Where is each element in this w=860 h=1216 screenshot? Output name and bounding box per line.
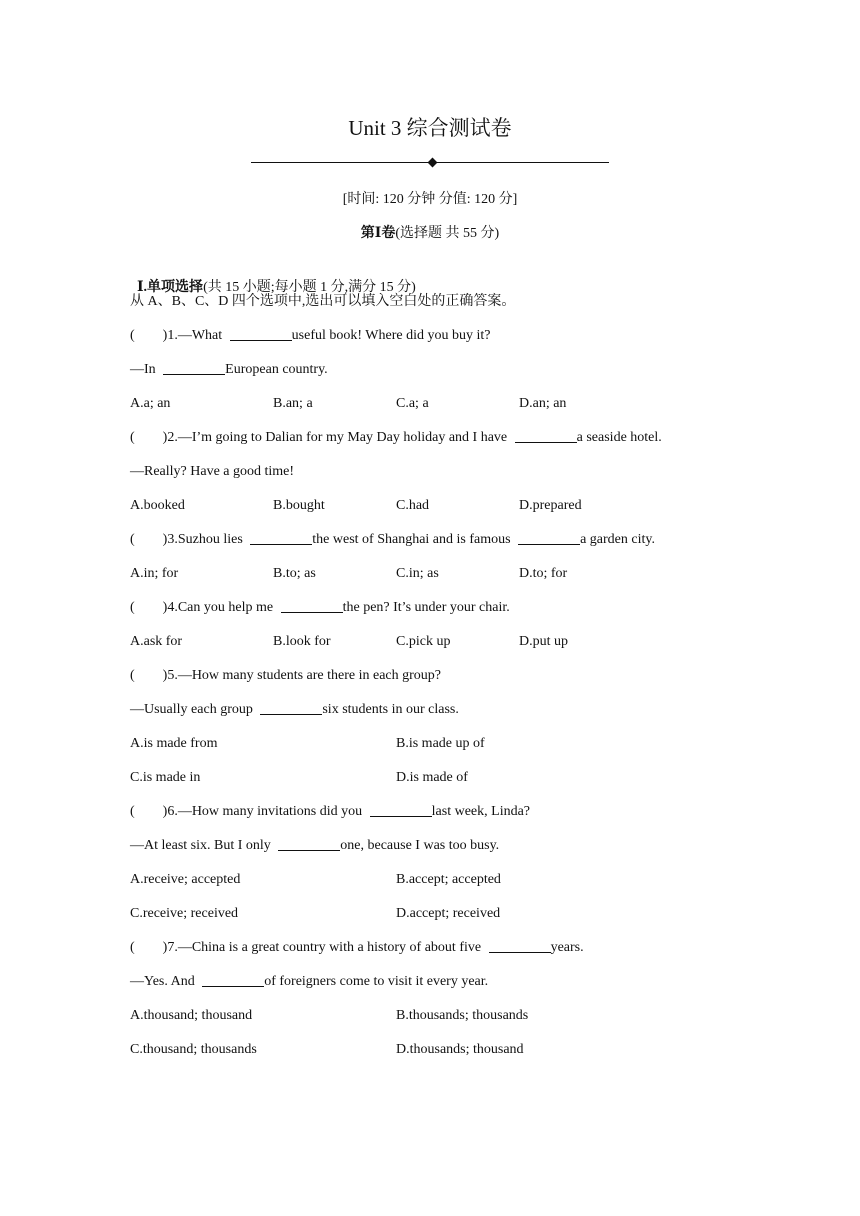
option-a: A.receive; accepted	[130, 872, 241, 887]
answer-blank	[163, 360, 225, 375]
option-c: C.had	[396, 498, 430, 513]
section-instruction: 从 A、B、C、D 四个选项中,选出可以填入空白处的正确答案。	[130, 294, 516, 309]
option-b: B.bought	[273, 498, 325, 513]
option-b: B.look for	[273, 634, 331, 649]
question-1-stem	[130, 326, 490, 346]
question-5-stem: ( )5.—How many students are there in each group?	[130, 668, 442, 683]
question-text: one, because I was too busy.	[340, 838, 500, 853]
question-text: ( )7.—China is a great country with a history of about five	[130, 940, 485, 955]
option-b: B.is made up of	[396, 736, 485, 751]
answer-blank	[515, 428, 577, 443]
option-b: B.to; as	[273, 566, 316, 581]
answer-blank	[202, 972, 264, 987]
part-label: 第Ⅰ卷	[360, 226, 396, 241]
answer-blank	[281, 598, 343, 613]
option-d: D.is made of	[396, 770, 468, 785]
option-a: A.ask for	[130, 634, 183, 649]
option-a: A.thousand; thousand	[130, 1008, 253, 1023]
answer-blank	[260, 700, 322, 715]
question-text: of foreigners come to visit it every year.	[264, 974, 489, 989]
option-c: C.is made in	[130, 770, 201, 785]
question-text: ( )4.Can you help me	[130, 600, 277, 615]
option-d: D.thousands; thousand	[396, 1042, 524, 1057]
question-text: the pen? It’s under your chair.	[342, 600, 510, 615]
option-a: A.in; for	[130, 566, 179, 581]
question-text: a garden city.	[580, 532, 655, 547]
option-c: C.a; a	[396, 396, 429, 411]
question-2-dialog: —Really? Have a good time!	[130, 464, 295, 479]
answer-blank	[370, 802, 432, 817]
option-c: C.thousand; thousands	[130, 1042, 257, 1057]
question-text: —Usually each group	[130, 702, 257, 717]
option-d: D.accept; received	[396, 906, 501, 921]
question-text: —At least six. But I only	[130, 838, 275, 853]
option-a: A.is made from	[130, 736, 218, 751]
question-text: ( )2.—I’m going to Dalian for my May Day holiday and I have	[130, 430, 511, 445]
answer-blank	[489, 938, 551, 953]
question-text: European country.	[225, 362, 328, 377]
question-1-dialog	[130, 360, 328, 380]
question-4-stem	[130, 598, 510, 618]
section-heading-bold: Ⅰ.单项选择	[137, 280, 204, 295]
document-title: Unit 3 综合测试卷	[348, 116, 512, 140]
question-text: years.	[550, 940, 584, 955]
question-text: ( )3.Suzhou lies	[130, 532, 247, 547]
answer-blank	[278, 836, 340, 851]
question-text: useful book! Where did you buy it?	[291, 328, 491, 343]
question-text: a seaside hotel.	[576, 430, 662, 445]
option-c: C.in; as	[396, 566, 439, 581]
question-text: —Yes. And	[130, 974, 199, 989]
question-text: ( )6.—How many invitations did you	[130, 804, 366, 819]
divider-diamond-ornament	[428, 158, 438, 168]
question-text: the west of Shanghai and is famous	[312, 532, 515, 547]
option-b: B.an; a	[273, 396, 313, 411]
option-d: D.an; an	[519, 396, 567, 411]
answer-blank	[230, 326, 292, 341]
question-3-stem	[130, 530, 655, 550]
question-7-dialog	[130, 972, 488, 992]
part-description: (选择题 共 55 分)	[395, 226, 500, 241]
option-c: C.pick up	[396, 634, 451, 649]
option-c: C.receive; received	[130, 906, 239, 921]
question-text: —In	[130, 362, 160, 377]
part-heading	[0, 224, 860, 244]
option-a: A.a; an	[130, 396, 171, 411]
question-text: ( )1.—What	[130, 328, 226, 343]
question-text: six students in our class.	[322, 702, 459, 717]
option-b: B.accept; accepted	[396, 872, 501, 887]
option-d: D.prepared	[519, 498, 582, 513]
answer-blank	[250, 530, 312, 545]
question-2-stem	[130, 428, 662, 448]
option-a: A.booked	[130, 498, 185, 513]
question-6-dialog	[130, 836, 499, 856]
exam-meta: [时间: 120 分钟 分值: 120 分]	[342, 192, 518, 207]
section-heading-rest: (共 15 小题;每小题 1 分,满分 15 分)	[203, 280, 416, 295]
option-b: B.thousands; thousands	[396, 1008, 529, 1023]
question-6-stem	[130, 802, 530, 822]
option-d: D.put up	[519, 634, 568, 649]
question-text: last week, Linda?	[431, 804, 531, 819]
question-5-dialog	[130, 700, 459, 720]
option-d: D.to; for	[519, 566, 568, 581]
answer-blank	[518, 530, 580, 545]
question-7-stem	[130, 938, 584, 958]
